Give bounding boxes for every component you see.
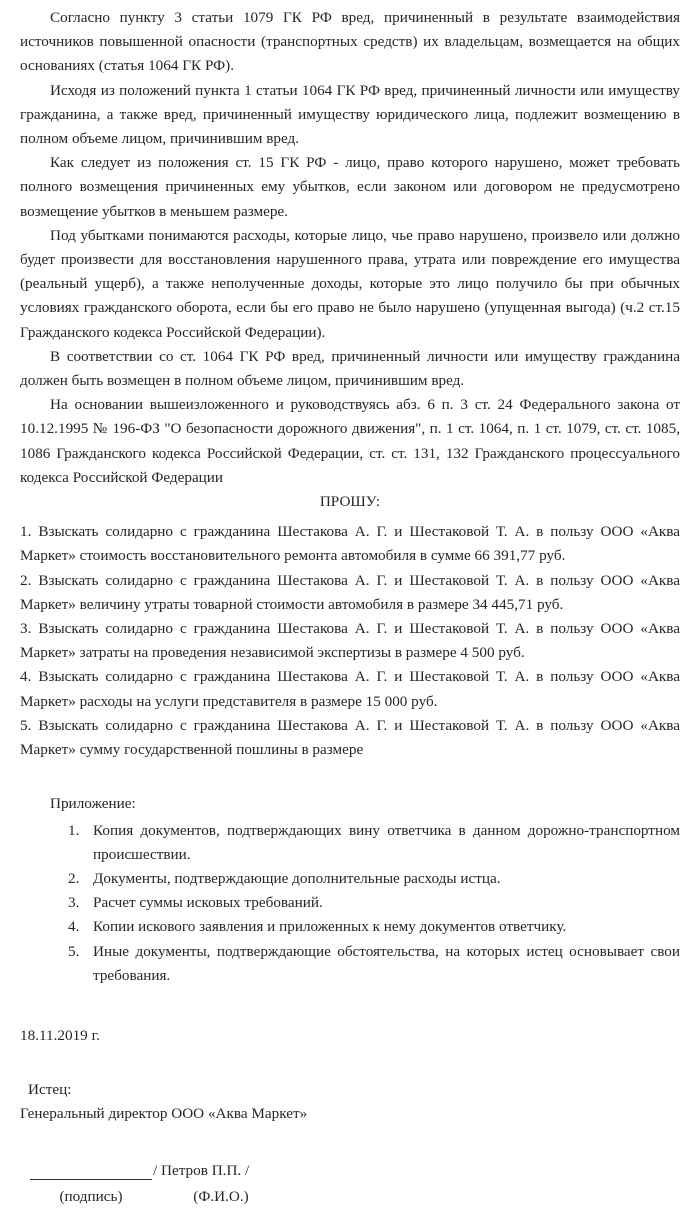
fio-caption: (Ф.И.О.) [193,1187,249,1205]
paragraph-art-15: Как следует из положения ст. 15 ГК РФ - лицо, право которого нарушено, может требовать полного возмещения причиненных ему убытков, если законом или договором не предусмотрено возмещение убытков в меньшем размере. [20,154,680,220]
paragraph-losses-definition: Под убытками понимаются расходы, которые лицо, чье право нарушено, произвело или должно будет произвести для восстановления нарушенного права, утрата или повреждение его имущества (реальный ущерб), а также неполученные доходы, которые это лицо получило бы при обычных условиях гражданского оборота, если бы его право не было нарушено (упущенная выгода) (ч.2 ст.15 Гражданского кодекса Российской Федерации). [20,226,680,341]
claimant-label: Истец: [28,1081,72,1099]
paragraph-legal-basis: На основании вышеизложенного и руководствуясь абз. 6 п. 3 ст. 24 Федерального закона от 10.12.1995 № 196-ФЗ "О безопасности дорожного движения", п. 1 ст. 1064, п. 1 ст. 1079, ст. ст. 1085, 1086 Гражданского кодекса Российской Федерации, ст. ст. 131, 132 Гражданского процессуального кодекса Российской Федерации [20,396,680,486]
signature-rule [30,1179,152,1180]
signature-line-row [20,1159,680,1183]
signer-name: / Петров П.П. / [153,1161,250,1179]
document-date: 18.11.2019 г. [20,1026,100,1044]
annex-list [20,819,680,988]
paragraph-art-1079: Согласно пункту 3 статьи 1079 ГК РФ вред, причиненный в результате взаимодействия источников повышенной опасности (транспортных средств) их владельцам, возмещается на общих основаниях (статья 1064 ГК РФ). [20,9,680,75]
request-heading: ПРОШУ: [319,493,381,511]
annex-item-2: Документы, подтверждающие дополнительные расходы истца. [93,869,501,887]
paragraph-art-1064-p1: Исходя из положений пункта 1 статьи 1064 ГК РФ вред, причиненный личности или имуществу гражданина, а также вред, причиненный имуществу юридического лица, подлежит возмещению в полном объеме лицом, причинившим вред. [20,81,680,148]
document-body [20,6,680,1209]
annex-title: Приложение: [50,795,136,813]
claims-list [20,520,680,762]
claim-item-1: 1. Взыскать солидарно с гражданина Шестакова А. Г. и Шестаковой Т. А. в пользу ООО «Аква Маркет» стоимость восстановительного ремонта автомобиля в сумме 66 391,77 руб. [20,523,680,565]
claim-item-2: 2. Взыскать солидарно с гражданина Шестакова А. Г. и Шестаковой Т. А. в пользу ООО «Аква Маркет» величину утраты товарной стоимости автомобиля в размере 34 445,71 руб. [20,571,680,613]
annex-section [20,792,680,988]
claim-item-5: 5. Взыскать солидарно с гражданина Шестакова А. Г. и Шестаковой Т. А. в пользу ООО «Аква Маркет» сумму государственной пошлины в размере [20,716,680,759]
signer-title: Генеральный директор ООО «Аква Маркет» [20,1105,308,1123]
claim-item-4: 4. Взыскать солидарно с гражданина Шестакова А. Г. и Шестаковой Т. А. в пользу ООО «Аква Маркет» расходы на услуги представителя в размере 15 000 руб. [20,668,680,710]
annex-item-5: Иные документы, подтверждающие обстоятельства, на которых истец основывает свои требования. [93,942,680,984]
annex-item-4: Копии искового заявления и приложенных к нему документов ответчику. [93,918,567,936]
signature-block [20,1159,680,1209]
claim-item-3: 3. Взыскать солидарно с гражданина Шестакова А. Г. и Шестаковой Т. А. в пользу ООО «Аква Маркет» затраты на проведения независимой экспертизы в размере 4 500 руб. [20,620,680,662]
annex-item-3: Расчет суммы исковых требований. [93,894,323,912]
signature-caption: (подпись) [59,1187,123,1205]
paragraph-art-1064-compensation: В соответствии со ст. 1064 ГК РФ вред, причиненный личности или имуществу гражданина должен быть возмещен в полном объеме лицом, причинившим вред. [20,347,680,390]
annex-item-1: Копия документов, подтверждающих вину ответчика в данном дорожно-транспортном происшествии. [93,821,680,863]
signature-caption-row [20,1183,680,1207]
